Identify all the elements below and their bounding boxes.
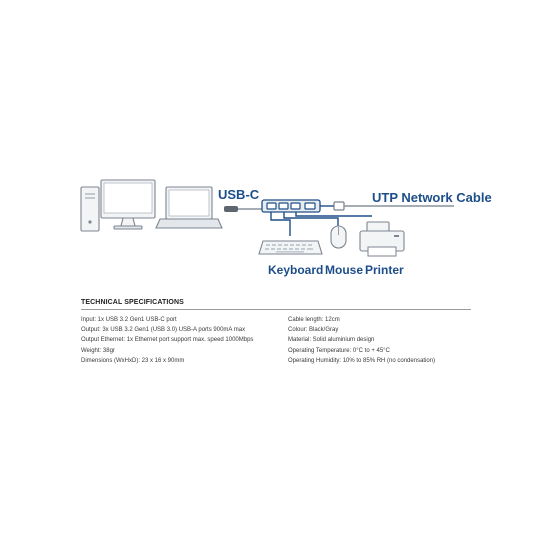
spec-line: Operating Temperature: 0°C to + 45°C [288, 347, 390, 354]
desktop-tower-icon [81, 187, 99, 231]
spec-line: Cable length: 12cm [288, 317, 340, 323]
mouse-cable [284, 212, 338, 226]
monitor-icon [101, 180, 155, 229]
specs-title: TECHNICAL SPECIFICATIONS [81, 299, 184, 306]
spec-line: Operating Humidity: 10% to 85% RH (no condensation) [288, 357, 436, 364]
keyboard-label: Keyboard [268, 263, 324, 277]
usb-c-connector-icon [224, 206, 264, 212]
keyboard-cable [271, 212, 290, 236]
specs-left-column [81, 315, 288, 366]
utp-network-cable-label: UTP Network Cable [372, 190, 492, 205]
printer-label: Printer [365, 263, 404, 277]
usb-hub-icon [262, 200, 320, 212]
spec-line: Output Ethernet: 1x Ethernet port support max. speed 1000Mbps [81, 337, 254, 344]
specs-right-column [288, 315, 471, 366]
keyboard-icon [259, 241, 322, 254]
laptop-icon [156, 187, 222, 228]
spec-line: Material: Solid aluminium design [288, 337, 375, 344]
mouse-label: Mouse [325, 263, 364, 277]
spec-line: Input: 1x USB 3.2 Gen1 USB-C port [81, 317, 177, 323]
specs-divider [81, 309, 471, 310]
spec-line: Dimensions (WxHxD): 23 x 16 x 90mm [81, 357, 185, 364]
mouse-icon [331, 226, 346, 248]
spec-line: Weight: 38gr [81, 347, 115, 354]
technical-specifications [81, 299, 471, 366]
usb-c-label: USB-C [218, 187, 260, 202]
printer-icon [360, 222, 404, 256]
spec-line: Output: 3x USB 3.2 Gen1 (USB 3.0) USB-A ports 900mA max [81, 327, 246, 334]
spec-line: Colour: Black/Gray [288, 327, 339, 334]
